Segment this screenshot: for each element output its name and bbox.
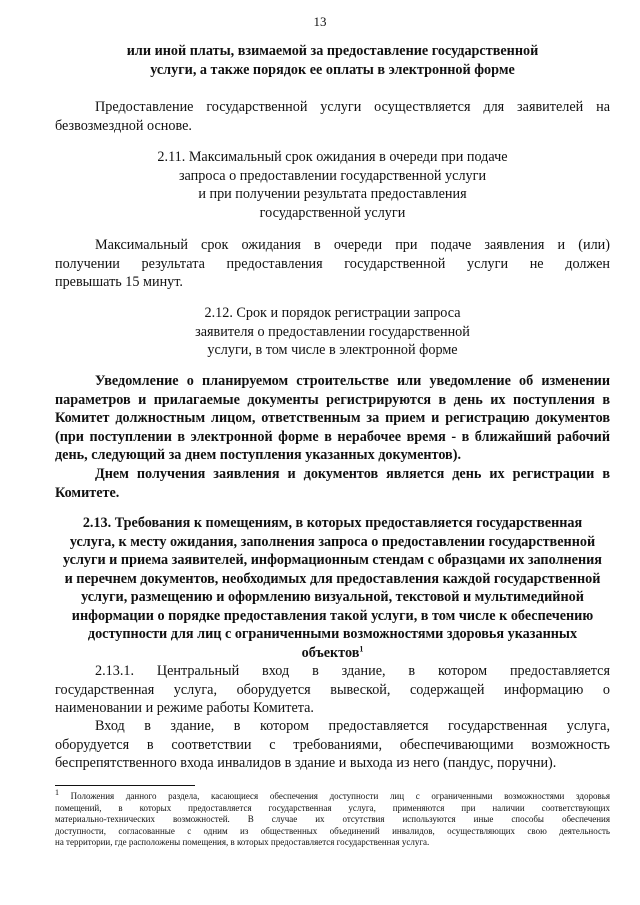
section-heading-2-13: [55, 514, 610, 662]
paragraph-line: Предоставление государственной услуги осуществляется для заявителей на: [95, 99, 610, 115]
paragraph-line: Днем получения заявления и документов является день их регистрации в: [95, 466, 610, 482]
heading-line: доступности для лиц с ограниченными возможностями здоровья указанных: [87, 626, 578, 642]
footnote-separator: [55, 785, 195, 786]
heading-line: услуги, а также порядок ее оплаты в электронной форме: [150, 61, 515, 78]
paragraph-line: государственная услуга, оборудуется вывеской, содержащей информацию о: [55, 681, 610, 698]
paragraph-line: (при поступлении в электронной форме в нерабочее время - в ближайший рабочий: [55, 428, 610, 445]
paragraph-line: Максимальный срок ожидания в очереди при подаче заявления и (или): [95, 237, 610, 253]
heading-line-text: объектов: [301, 644, 360, 661]
footnote: [55, 788, 611, 849]
paragraph-line: наименовании и режиме работы Комитета.: [55, 700, 314, 716]
footnote-reference: 1: [359, 643, 364, 653]
heading-line: 2.12. Срок и порядок регистрации запроса: [204, 305, 461, 321]
footnote-line: материально-технических возможностей. В случае их отсутствия используются иные способы обеспечения: [55, 814, 610, 824]
paragraph-2-12-receipt-day: [55, 465, 610, 502]
heading-line: государственной услуги: [259, 204, 406, 221]
paragraph-line: беспрепятственного входа инвалидов в здание и выхода из него (пандус, поручни).: [55, 755, 557, 771]
paragraph-line: получении результата предоставления государственной услуги не должен: [55, 255, 610, 272]
footnote-line: доступности, согласованные с одним из общественных объединений инвалидов, осуществляющих свою деятельность: [55, 825, 610, 836]
footnote-line: на территории, где расположены помещения, в которых предоставляется государственная услуга.: [55, 837, 430, 847]
heading-line: запроса о предоставлении государственной услуги: [178, 167, 487, 184]
footnote-line: помещений, в которых предоставляется государственная услуга, применяются при наличии соответствующих: [55, 802, 610, 813]
heading-line: заявителя о предоставлении государственной: [195, 323, 470, 340]
heading-line: 2.13. Требования к помещениям, в которых предоставляется государственная: [82, 515, 583, 531]
section-heading-2-11: [55, 148, 610, 222]
paragraph-line: оборудуется в соответствии с требованиями, обеспечивающими возможность: [55, 736, 610, 753]
paragraph-2-12-registration: [55, 372, 610, 465]
paragraph-2-11: [55, 236, 610, 292]
heading-line: и перечнем документов, необходимых для предоставления каждой государственной: [64, 570, 601, 587]
heading-line: услуга, к месту ожидания, заполнения запроса о предоставлении государственной: [69, 533, 596, 550]
heading-line: или иной платы, взимаемой за предоставление государственной: [126, 43, 539, 59]
footnote-line: [55, 788, 611, 803]
paragraph-line: Комитет должностным лицом, ответственным за прием и регистрацию документов: [55, 410, 610, 426]
heading-line: услуги и приема заявителей, информационным стендам с образцами их заполнения: [63, 552, 602, 568]
paragraph-line: 2.13.1. Центральный вход в здание, в котором предоставляется: [95, 663, 610, 679]
paragraph-line: параметров и прилагаемые документы регистрируются в день их поступления в: [55, 391, 610, 408]
section-heading-fee: [55, 42, 610, 79]
section-heading-2-12: [55, 304, 610, 360]
paragraph-2-13-1: [55, 662, 610, 718]
paragraph-line: день, следующий за днем поступления указанных документов).: [55, 447, 461, 463]
heading-line: 2.11. Максимальный срок ожидания в очереди при подаче: [157, 149, 508, 165]
paragraph-free-of-charge: [55, 98, 610, 135]
footnote-line-text: Положения данного раздела, касающиеся обеспечения доступности лиц с ограниченными возможностями здоровья: [70, 791, 611, 801]
paragraph-line: Комитете.: [55, 484, 120, 501]
heading-line: [55, 644, 610, 663]
heading-line: информации о порядке предоставления такой услуги, в том числе к обеспечению: [71, 607, 594, 624]
page-number: 13: [313, 14, 327, 29]
heading-line: услуги, размещению и оформлению визуальной, текстовой и мультимедийной: [81, 589, 584, 605]
paragraph-line: превышать 15 минут.: [55, 274, 183, 290]
paragraph-line: безвозмездной основе.: [55, 117, 192, 134]
heading-line: услуги, в том числе в электронной форме: [207, 342, 458, 358]
paragraph-line: Уведомление о планируемом строительстве или уведомление об изменении: [95, 373, 610, 389]
heading-line: и при получении результата предоставления: [198, 186, 467, 202]
paragraph-line: Вход в здание, в котором предоставляется государственная услуга,: [95, 718, 610, 734]
footnote-mark: 1: [55, 788, 59, 797]
paragraph-entrance: [55, 717, 610, 773]
